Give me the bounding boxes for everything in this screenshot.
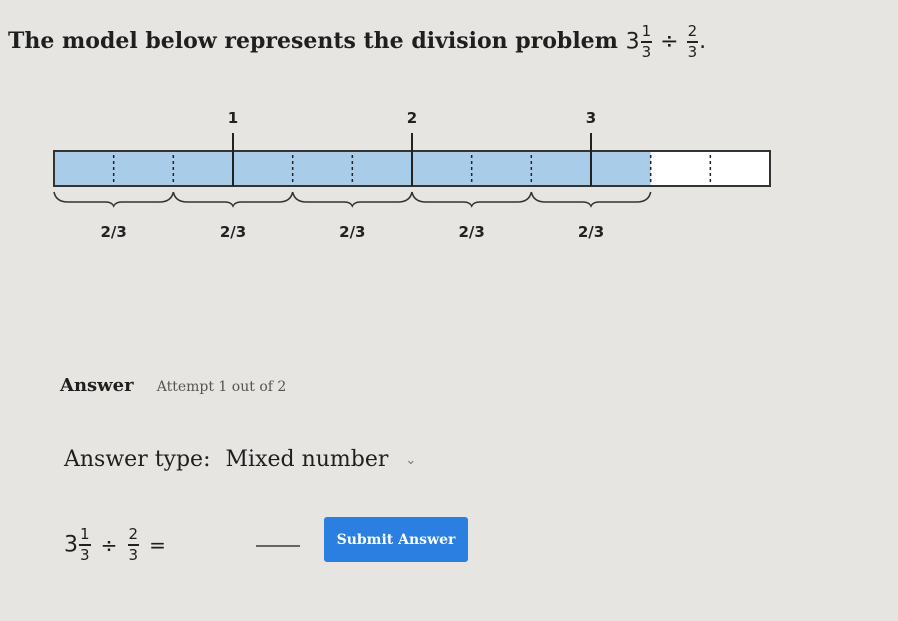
unit-label: 3 bbox=[585, 109, 597, 127]
answer-equation bbox=[64, 527, 170, 563]
question-denominator-2: 3 bbox=[687, 42, 698, 61]
bar-part bbox=[591, 151, 651, 186]
equation-whole: 3 bbox=[64, 532, 78, 558]
chevron-down-icon: ⌄ bbox=[405, 452, 417, 468]
answer-type-label: Answer type: bbox=[64, 447, 211, 472]
unit-label: 1 bbox=[227, 109, 239, 127]
equation-denominator-2: 3 bbox=[128, 545, 139, 564]
question-numerator-2: 2 bbox=[687, 22, 698, 40]
question-prompt: The model below represents the division problem bbox=[8, 27, 618, 54]
answer-type-value: Mixed number bbox=[225, 447, 389, 472]
question-period: . bbox=[699, 28, 707, 54]
equation-divide-sign: ÷ bbox=[100, 532, 118, 557]
question-fraction-1 bbox=[641, 24, 653, 60]
answer-header bbox=[60, 375, 286, 396]
bar-part bbox=[710, 151, 770, 186]
question-numerator-1: 1 bbox=[641, 22, 652, 40]
question-denominator-1: 3 bbox=[641, 42, 652, 61]
group-brace bbox=[531, 192, 650, 206]
bar-part bbox=[531, 151, 591, 186]
group-label: 2/3 bbox=[219, 223, 247, 241]
equation-numerator-2: 2 bbox=[128, 525, 139, 543]
answer-type-row bbox=[64, 447, 416, 472]
attempt-counter: Attempt 1 out of 2 bbox=[156, 379, 287, 395]
bar-part bbox=[173, 151, 233, 186]
group-brace bbox=[173, 192, 292, 206]
bar-part bbox=[54, 151, 114, 186]
equation-fraction-2 bbox=[128, 527, 140, 563]
bar-part bbox=[651, 151, 711, 186]
answer-label: Answer bbox=[60, 375, 134, 396]
unit-label: 2 bbox=[406, 109, 418, 127]
bar-part bbox=[472, 151, 532, 186]
equation-fraction-1 bbox=[79, 527, 91, 563]
question-expression bbox=[625, 22, 707, 61]
bar-part bbox=[233, 151, 293, 186]
group-brace bbox=[412, 192, 531, 206]
group-label: 2/3 bbox=[100, 223, 127, 241]
group-brace bbox=[293, 192, 412, 206]
question-text bbox=[8, 24, 706, 60]
fraction-bar-model bbox=[0, 95, 898, 255]
answer-input[interactable] bbox=[256, 521, 300, 547]
answer-type-dropdown[interactable] bbox=[226, 447, 417, 472]
question-fraction-2 bbox=[687, 24, 699, 60]
equation-equals-sign: = bbox=[149, 532, 166, 557]
group-brace bbox=[54, 192, 173, 206]
question-whole: 3 bbox=[625, 29, 640, 55]
bar-part bbox=[412, 151, 472, 186]
equation-denominator-1: 3 bbox=[80, 545, 90, 564]
bar-part bbox=[293, 151, 353, 186]
submit-answer-button[interactable]: Submit Answer bbox=[324, 517, 468, 562]
equation-numerator-1: 1 bbox=[80, 525, 90, 543]
group-label: 2/3 bbox=[577, 223, 605, 241]
bar-part bbox=[114, 151, 174, 186]
bar-part bbox=[352, 151, 412, 186]
group-label: 2/3 bbox=[458, 223, 485, 241]
group-label: 2/3 bbox=[339, 223, 366, 241]
question-divide-sign: ÷ bbox=[660, 28, 679, 54]
